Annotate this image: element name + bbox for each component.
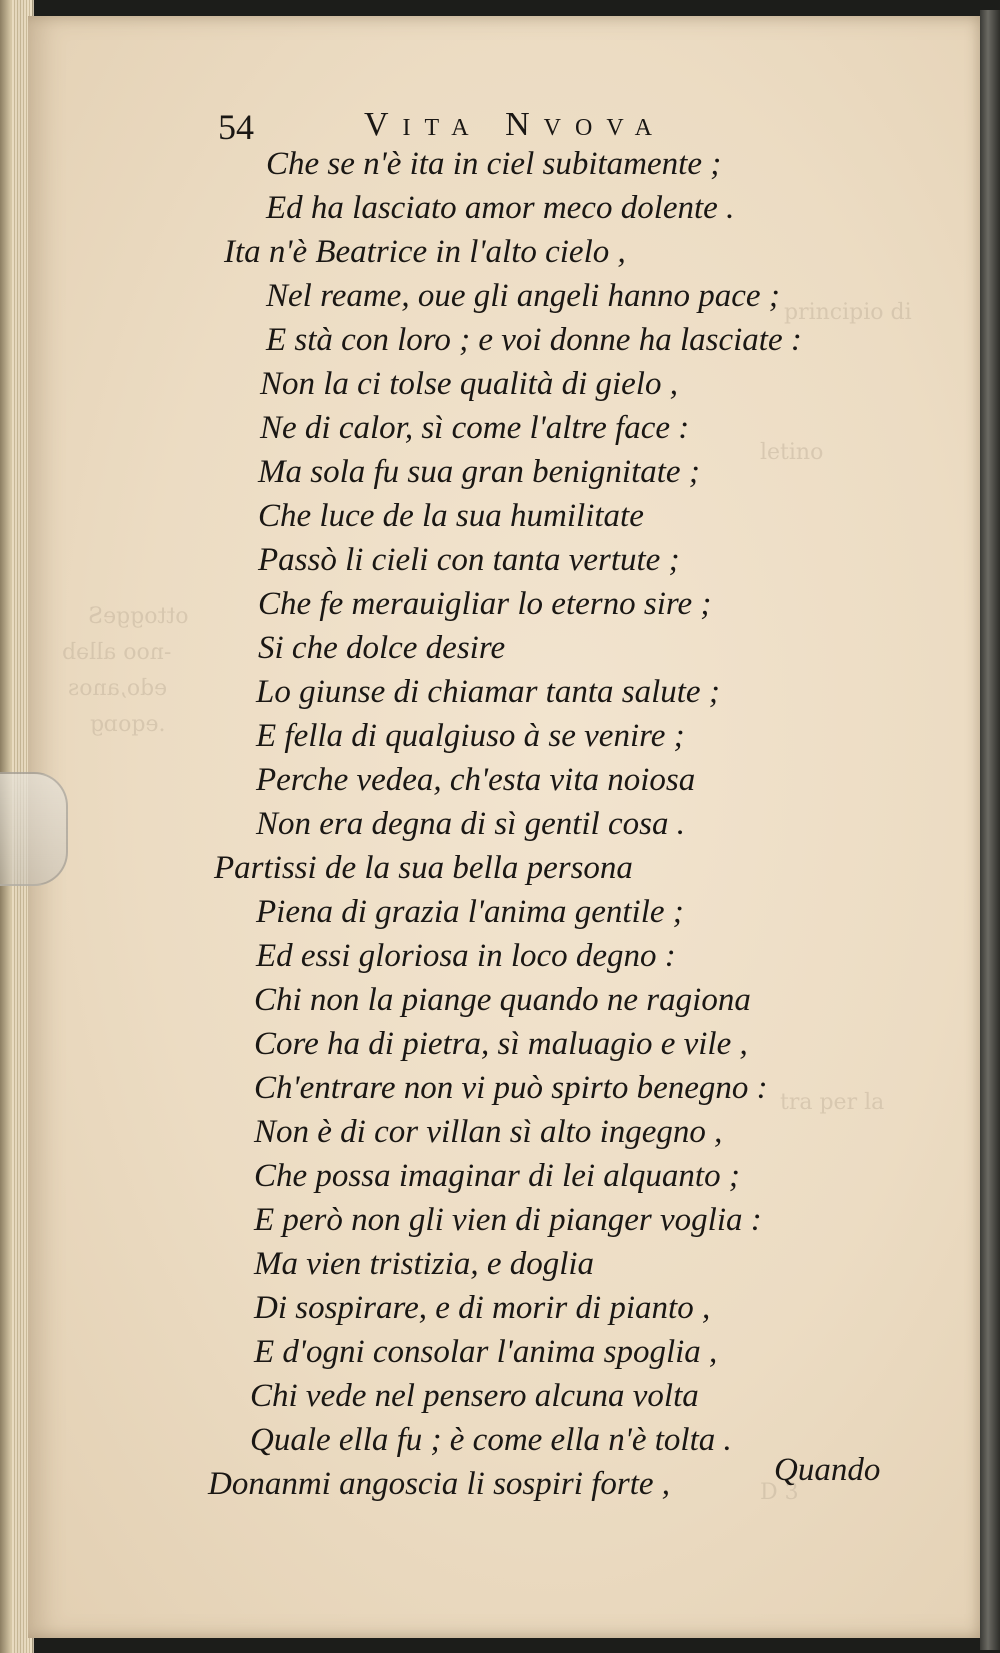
poem-line: Si che dolce desire <box>258 630 506 666</box>
adjacent-page-edge <box>980 10 1000 1650</box>
poem-line: Non è di cor villan sì alto ingegno , <box>254 1114 723 1150</box>
poem-line: Che fe merauigliar lo eterno sire ; <box>258 586 712 622</box>
poem-line: Quale ella fu ; è come ella n'è tolta . <box>250 1422 732 1458</box>
poem-line: Ne di calor, sì come l'altre face : <box>260 410 690 446</box>
poem-line: Di sospirare, e di morir di pianto , <box>254 1290 711 1326</box>
page-number: 54 <box>218 107 254 147</box>
poem-line: Donanmi angoscia li sospiri forte , <box>208 1466 671 1502</box>
poem-line: Chi vede nel pensero alcuna volta <box>250 1378 699 1414</box>
poem-line: E fella di qualgiuso à se venire ; <box>256 718 685 754</box>
poem-line: Che possa imaginar di lei alquanto ; <box>254 1158 740 1194</box>
poem-line: Ma vien tristizia, e doglia <box>254 1246 595 1282</box>
poem-line: Non la ci tolse qualità di gielo , <box>260 366 678 402</box>
poem-line: Lo giunse di chiamar tanta salute ; <box>256 674 720 710</box>
poem-line: Core ha di pietra, sì maluagio e vile , <box>254 1026 748 1062</box>
poem-line: Passò li cieli con tanta vertute ; <box>258 542 680 578</box>
poem-line: E d'ogni consolar l'anima spoglia , <box>254 1334 718 1370</box>
poem-line: E però non gli vien di pianger voglia : <box>254 1202 762 1238</box>
poem-line: Perche vedea, ch'esta vita noiosa <box>256 762 696 798</box>
running-title: Vita Nvova <box>364 106 666 143</box>
poem-line: Che luce de la sua humilitate <box>258 498 644 534</box>
page-clip <box>0 772 68 886</box>
poem-line: Ed essi gloriosa in loco degno : <box>256 938 676 974</box>
poem-line: Ed ha lasciato amor meco dolente . <box>266 190 735 226</box>
poem-line: Ma sola fu sua gran benignitate ; <box>258 454 700 490</box>
poem-line: E stà con loro ; e voi donne ha lasciate : <box>266 322 802 358</box>
poem-line: Nel reame, oue gli angeli hanno pace ; <box>266 278 780 314</box>
poem-line: Che se n'è ita in ciel subitamente ; <box>266 146 722 182</box>
poem-line: Ita n'è Beatrice in l'alto cielo , <box>224 234 626 270</box>
poem-line: Piena di grazia l'anima gentile ; <box>256 894 684 930</box>
poem-line: Chi non la piange quando ne ragiona <box>254 982 751 1018</box>
poem-line: Ch'entrare non vi può spirto benegno : <box>254 1070 768 1106</box>
catchword: Quando <box>774 1452 881 1488</box>
poem-line: Non era degna di sì gentil cosa . <box>256 806 685 842</box>
poem-line: Partissi de la sua bella persona <box>214 850 633 886</box>
